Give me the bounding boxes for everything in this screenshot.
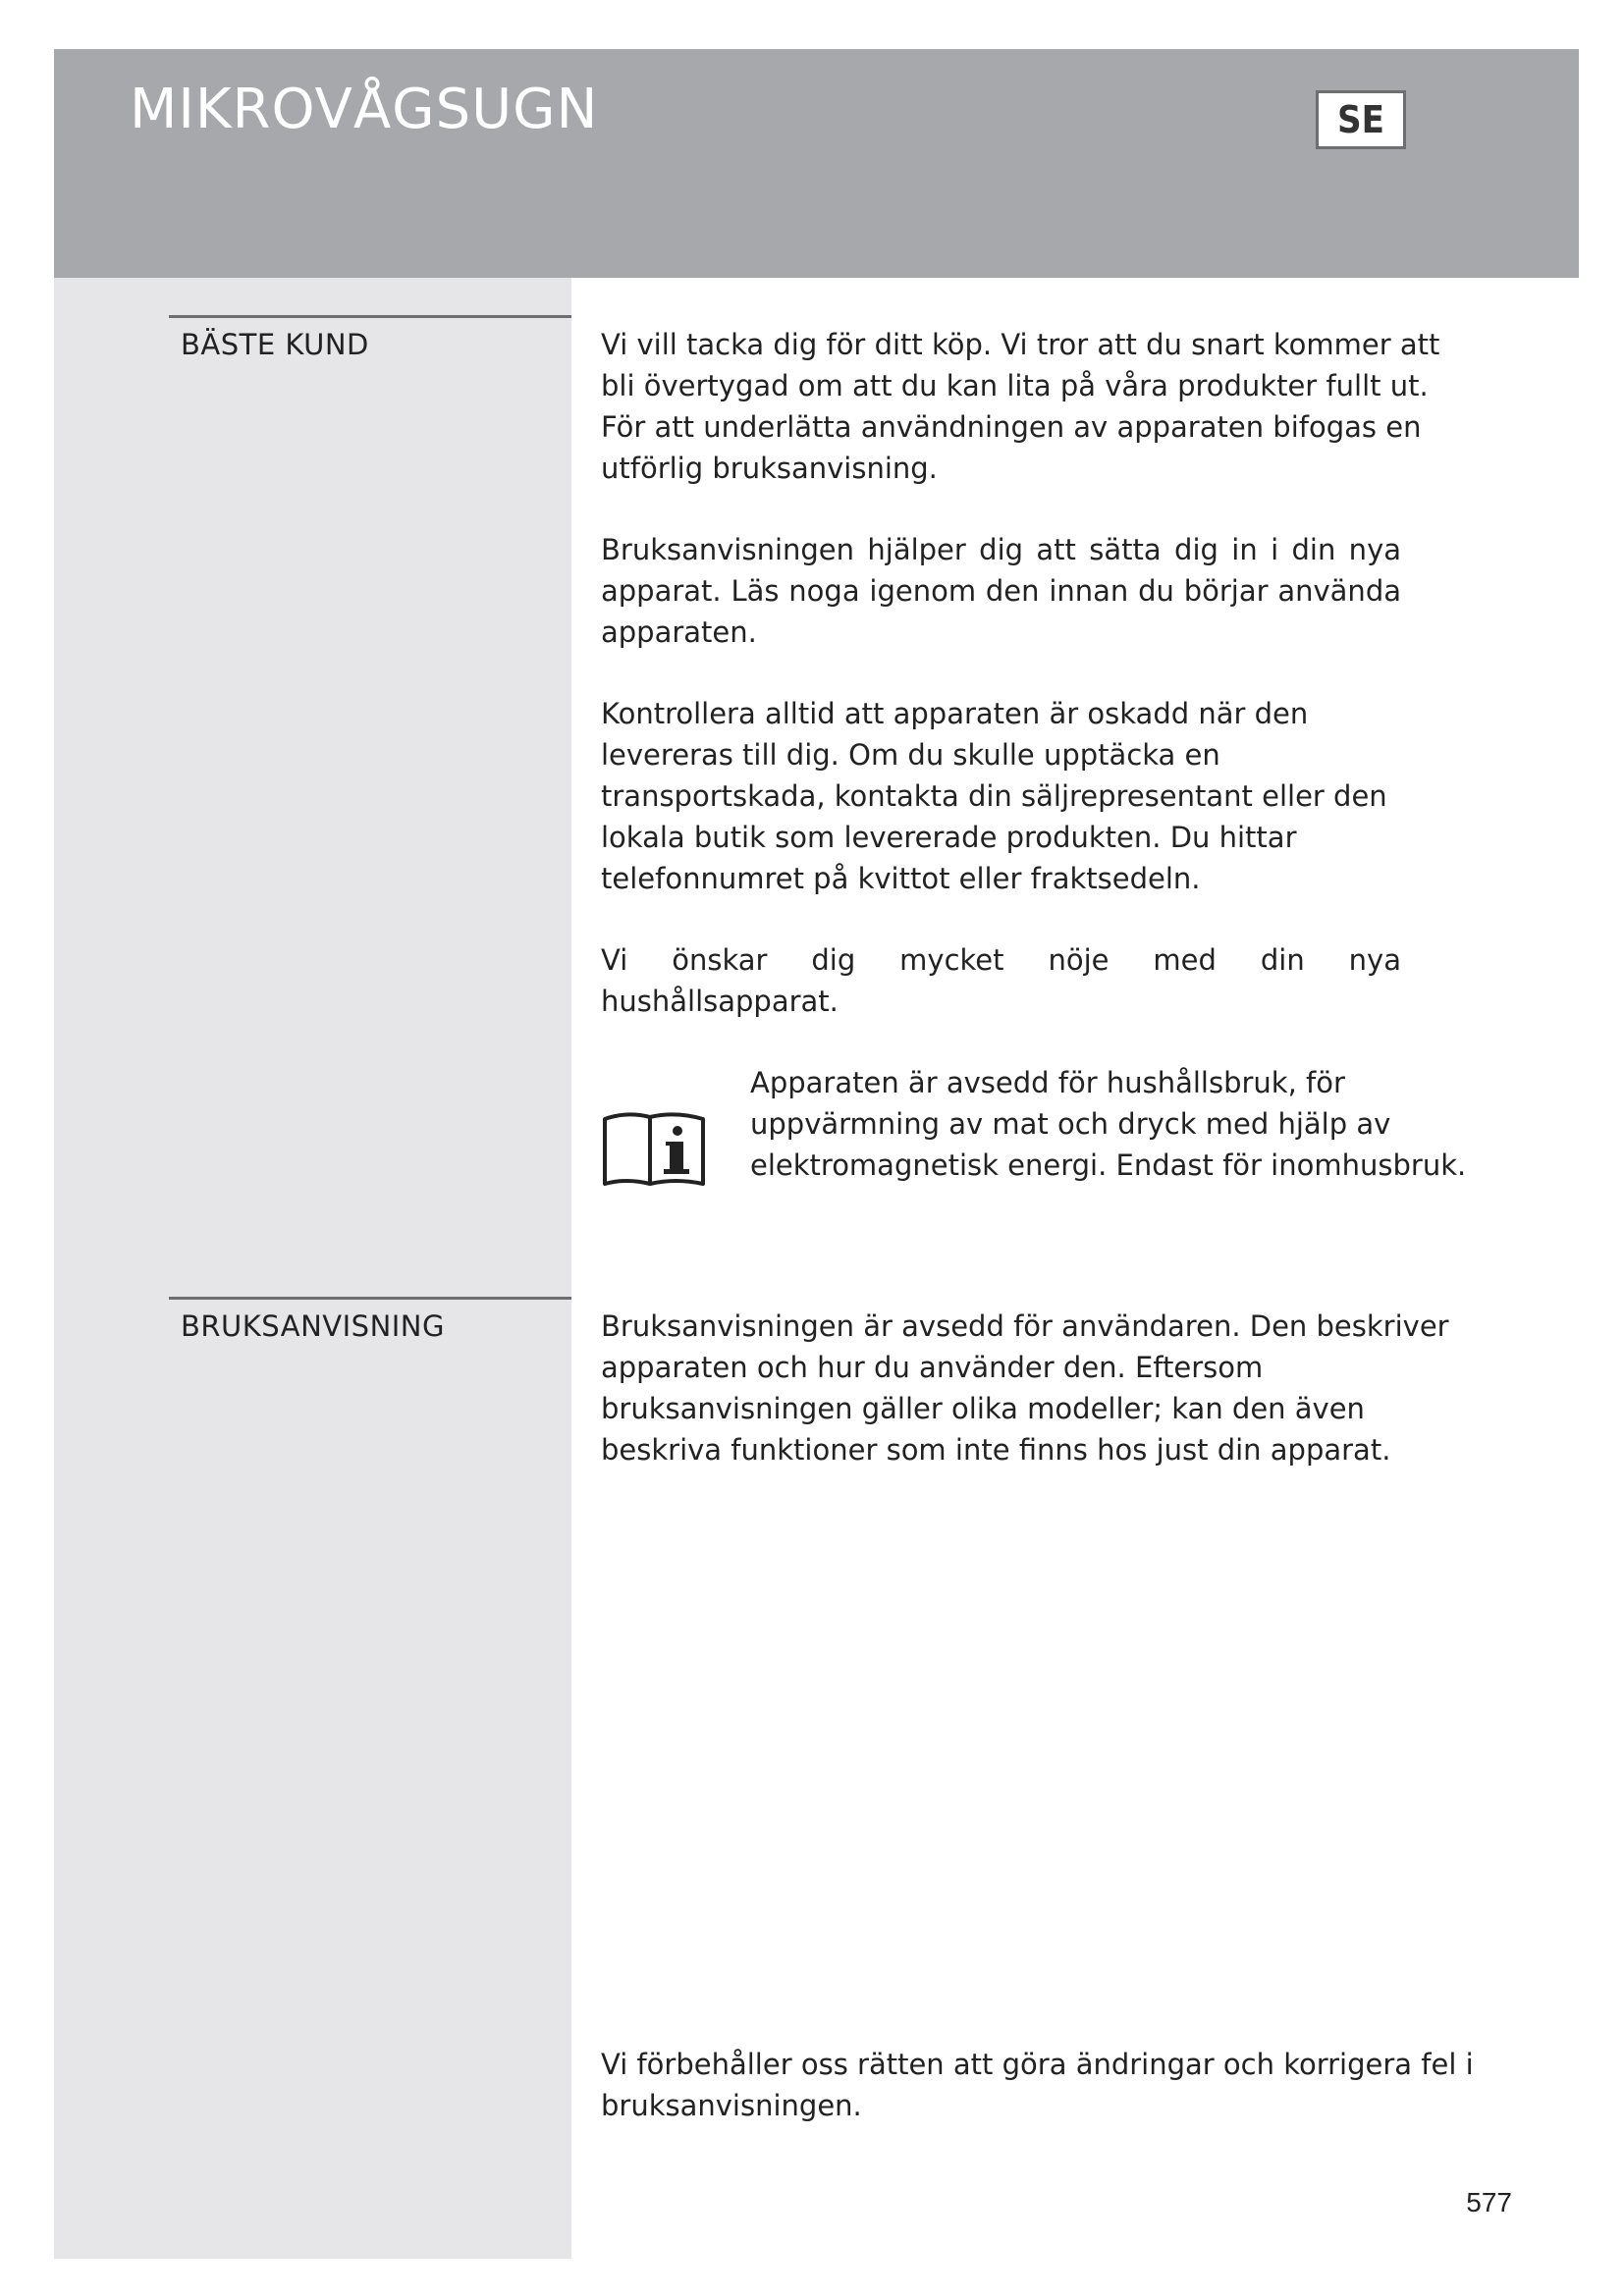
section-body-dear-customer xyxy=(601,324,1485,1062)
paragraph: Kontrollera alltid att apparaten är oskadd när den levereras till dig. Om du skulle upptäcka en transportskada, kontakta din säljrepresentant eller den lokala butik som levererade produkten. Du hittar telefonnumret på kvittot eller fraktsedeln. xyxy=(601,697,1387,895)
section-label-dear-customer xyxy=(169,315,571,361)
disclaimer-text: Vi förbehåller oss rätten att göra ändringar och korrigera fel i bruksanvisningen. xyxy=(601,2048,1474,2122)
page-number: 577 xyxy=(1466,2187,1512,2217)
info-note-text: Apparaten är avsedd för hushållsbruk, för uppvärmning av mat och dryck med hjälp av elektromagnetisk energi. Endast för inomhusbruk. xyxy=(750,1066,1467,1182)
paragraph: Vi vill tacka dig för ditt köp. Vi tror att du snart kommer att bli övertygad om att du kan lita på våra produkter fullt ut. För att underlätta användningen av apparaten bifogas en utförlig bruksanvisning. xyxy=(601,328,1440,485)
section-label-text: BRUKSANVISNING xyxy=(181,1309,445,1343)
paragraph: Bruksanvisningen är avsedd för användaren. Den beskriver apparaten och hur du använder den. Eftersom bruksanvisningen gäller olika modeller; kan den även beskriva funktioner som inte finns hos just din apparat. xyxy=(601,1309,1449,1467)
info-note xyxy=(601,1062,1485,1239)
paragraph: Vi önskar dig mycket nöje med din nya hushållsapparat. xyxy=(601,943,1401,1018)
sidebar xyxy=(54,278,571,2259)
section-label-text: BÄSTE KUND xyxy=(181,328,369,361)
book-info-icon xyxy=(601,1109,709,1188)
page-title: MIKROVÅGSUGN xyxy=(130,78,599,141)
language-badge: SE xyxy=(1316,90,1406,149)
section-body-manual xyxy=(601,1306,1485,1511)
section-label-manual xyxy=(169,1297,571,1343)
paragraph: Bruksanvisningen hjälper dig att sätta dig in i din nya apparat. Läs noga igenom den innan du börjar använda apparaten. xyxy=(601,533,1401,649)
